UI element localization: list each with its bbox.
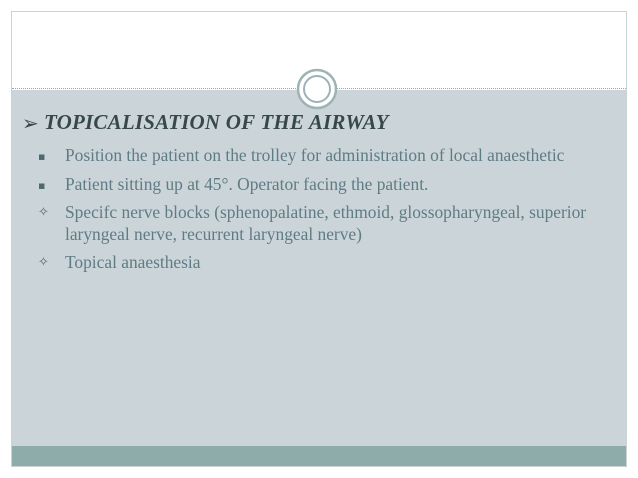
slide-footer-bar — [12, 446, 626, 466]
list-item — [38, 252, 608, 274]
list-item — [38, 174, 608, 196]
slide-title-row — [22, 110, 622, 135]
bullet-text: Topical anaesthesia — [65, 252, 201, 272]
slide-title: TOPICALISATION OF THE AIRWAY — [44, 110, 389, 134]
bullet-list — [38, 145, 608, 281]
square-bullet-icon: ▪ — [38, 178, 46, 192]
bullet-text: Specifc nerve blocks (sphenopalatine, ethmoid, glossopharyngeal, superior laryngeal nerve, recurrent laryngeal nerve) — [65, 202, 587, 244]
circle-ornament-icon — [296, 68, 338, 110]
arrow-bullet-icon: ➢ — [22, 110, 39, 135]
bullet-text: Position the patient on the trolley for administration of local anaesthetic — [65, 145, 565, 165]
bullet-text: Patient sitting up at 45°. Operator facing the patient. — [65, 173, 429, 194]
list-item — [38, 202, 608, 245]
square-bullet-icon: ▪ — [38, 150, 46, 163]
diamond-star-bullet-icon: ✧ — [38, 255, 49, 270]
diamond-star-bullet-icon: ✧ — [38, 205, 49, 220]
list-item — [38, 145, 608, 167]
